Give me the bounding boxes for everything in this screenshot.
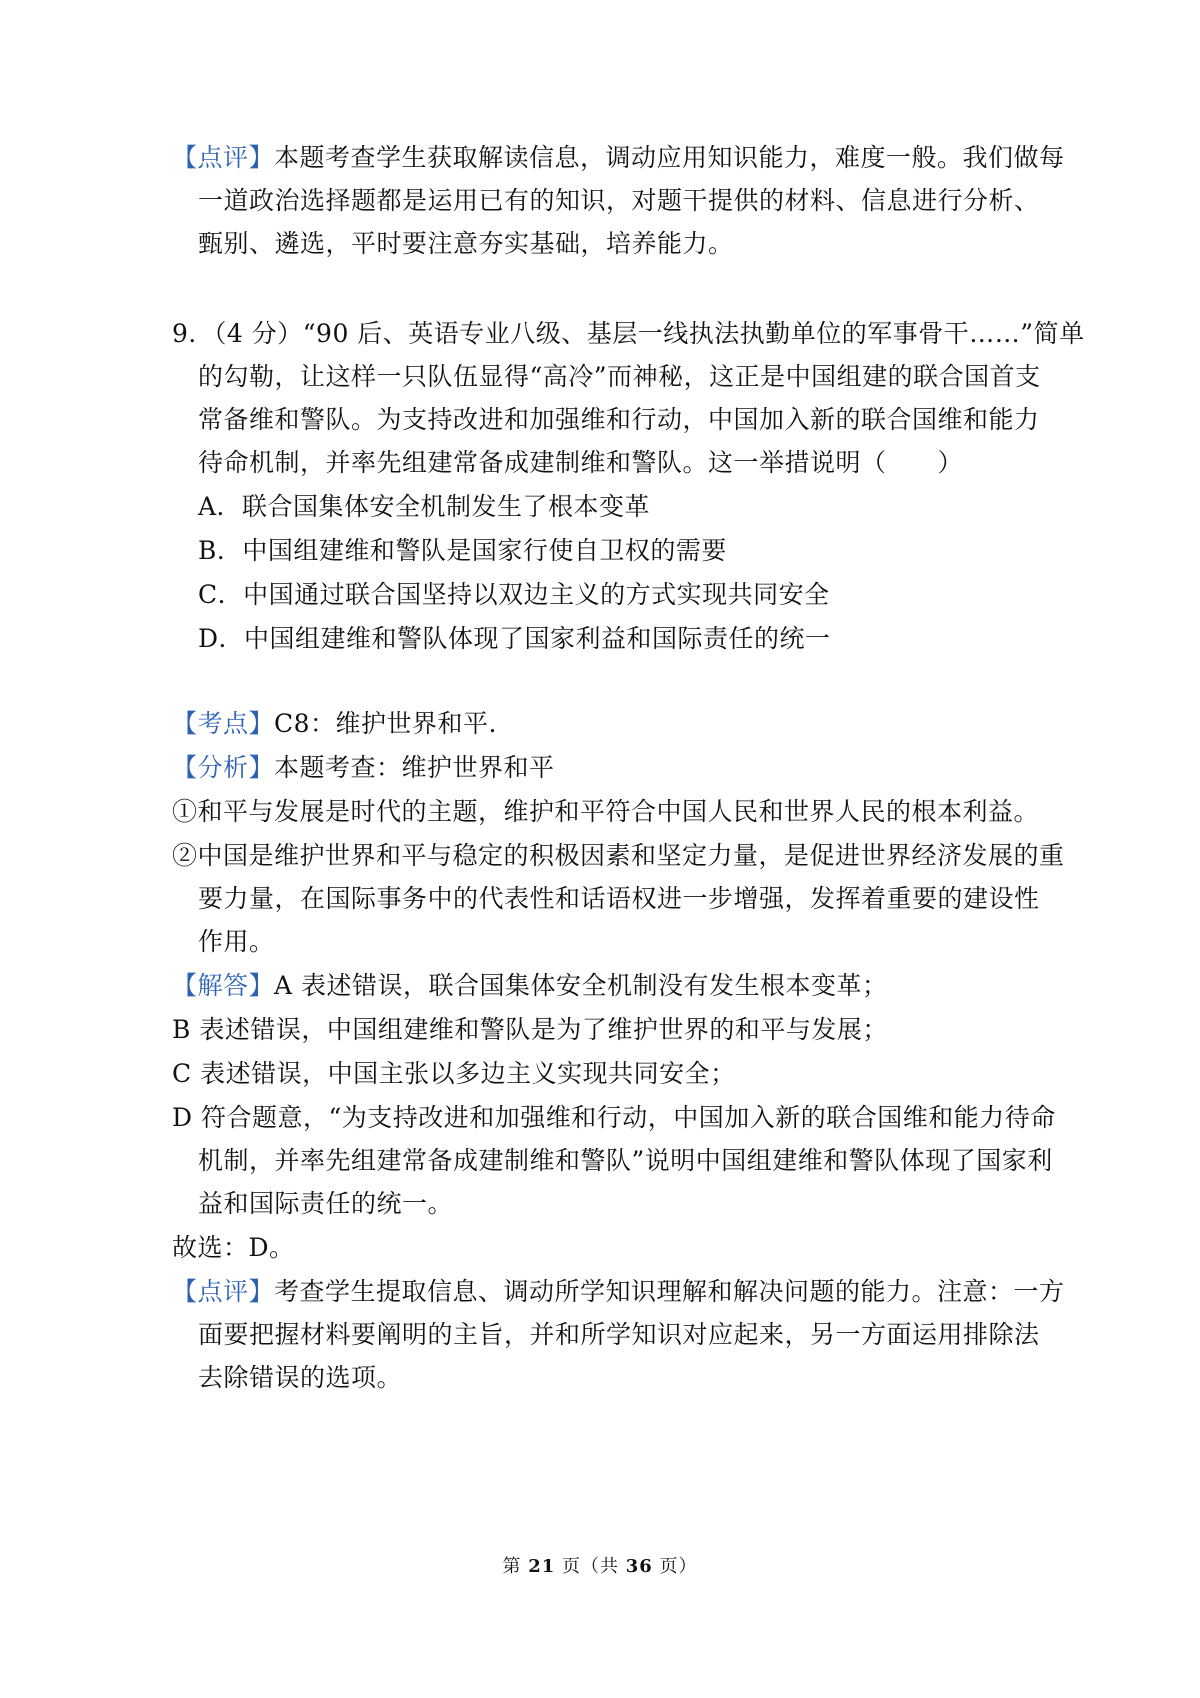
question-line2: 的勾勒，让这样一只队伍显得“高冷”而神秘，这正是中国组建的联合国首支 — [198, 362, 1041, 391]
review-tag: 【点评】 — [172, 143, 275, 172]
jieda-d-line2: 机制，并率先组建常备成建制维和警队”说明中国组建维和警队体现了国家利 — [198, 1146, 1053, 1175]
jieda-d-line1: D 符合题意，“为支持改进和加强维和行动，中国加入新的联合国维和能力待命 — [172, 1103, 1056, 1132]
review2-line3: 去除错误的选项。 — [198, 1363, 403, 1392]
jieda-c: C 表述错误，中国主张以多边主义实现共同安全； — [172, 1059, 736, 1088]
page-footer: 第 21 页（共 36 页） — [502, 1556, 698, 1577]
review2-line2: 面要把握材料要阐明的主旨，并和所学知识对应起来，另一方面运用排除法 — [198, 1320, 1040, 1349]
jieda-b: B 表述错误，中国组建维和警队是为了维护世界的和平与发展； — [172, 1015, 888, 1044]
option-c: C．中国通过联合国坚持以双边主义的方式实现共同安全 — [198, 580, 830, 609]
fenxi-point1: ①和平与发展是时代的主题，维护和平符合中国人民和世界人民的根本利益。 — [172, 797, 1040, 826]
kaodian-line: 【考点】C8：维护世界和平. — [172, 709, 497, 738]
fenxi-point2-line2: 要力量，在国际事务中的代表性和话语权进一步增强，发挥着重要的建设性 — [198, 884, 1040, 913]
review1-line3: 甄别、遴选，平时要注意夯实基础，培养能力。 — [198, 229, 734, 258]
fenxi-tag: 【分析】 — [172, 753, 275, 782]
review2-line1: 【点评】考查学生提取信息、调动所学知识理解和解决问题的能力。注意：一方 — [172, 1277, 1065, 1306]
current-page-number: 21 — [528, 1556, 556, 1577]
review-tag: 【点评】 — [172, 1277, 275, 1306]
jieda-d-line3: 益和国际责任的统一。 — [198, 1189, 454, 1218]
review1-line1: 【点评】本题考查学生获取解读信息，调动应用知识能力，难度一般。我们做每 — [172, 143, 1065, 172]
question-line1: 9．（4 分）“90 后、英语专业八级、基层一线执法执勤单位的军事骨干……”简单 — [172, 319, 1085, 348]
jieda-line: 【解答】A 表述错误，联合国集体安全机制没有发生根本变革； — [172, 971, 888, 1000]
fenxi-point2-line1: ②中国是维护世界和平与稳定的积极因素和坚定力量，是促进世界经济发展的重 — [172, 841, 1065, 870]
jieda-tag: 【解答】 — [172, 971, 275, 1000]
review1-line2: 一道政治选择题都是运用已有的知识，对题干提供的材料、信息进行分析、 — [198, 186, 1040, 215]
question-line4: 待命机制，并率先组建常备成建制维和警队。这一举措说明（ ） — [198, 448, 964, 477]
total-page-number: 36 — [625, 1556, 653, 1577]
fenxi-line: 【分析】本题考查：维护世界和平 — [172, 753, 555, 782]
question-line3: 常备维和警队。为支持改进和加强维和行动，中国加入新的联合国维和能力 — [198, 405, 1040, 434]
fenxi-point2-line3: 作用。 — [198, 927, 275, 956]
option-a: A．联合国集体安全机制发生了根本变革 — [198, 492, 651, 521]
answer-line: 故选：D。 — [172, 1233, 295, 1262]
option-d: D．中国组建维和警队体现了国家利益和国际责任的统一 — [198, 624, 831, 653]
option-b: B．中国组建维和警队是国家行使自卫权的需要 — [198, 536, 727, 565]
kaodian-tag: 【考点】 — [172, 709, 275, 738]
